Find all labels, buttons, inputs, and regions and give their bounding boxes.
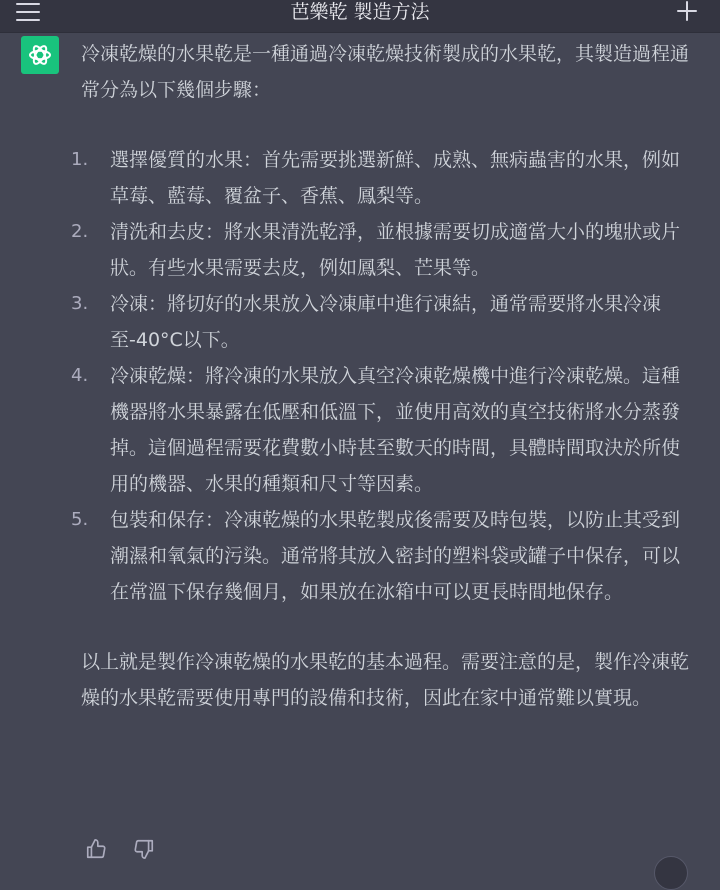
thumbs-down-icon[interactable] bbox=[133, 838, 157, 862]
step-number: 4. bbox=[71, 365, 89, 386]
step-text: 清洗和去皮：將水果清洗乾淨，並根據需要切成適當大小的塊狀或片狀。有些水果需要去皮，例如鳳梨、芒果等。 bbox=[110, 221, 681, 279]
step-text: 選擇優質的水果：首先需要挑選新鮮、成熟、無病蟲害的水果，例如草莓、藍莓、覆盆子、香蕉、鳳梨等。 bbox=[110, 149, 681, 207]
arrow-down-icon[interactable] bbox=[654, 856, 688, 890]
top-bar bbox=[0, 0, 720, 33]
thumbs-up-icon[interactable] bbox=[85, 838, 109, 862]
list-item bbox=[71, 502, 696, 610]
step-text: 冷凍：將切好的水果放入冷凍庫中進行凍結，通常需要將水果冷凍至-40°C以下。 bbox=[110, 293, 662, 351]
step-number: 1. bbox=[71, 149, 89, 170]
openai-logo-icon bbox=[21, 36, 59, 74]
plus-icon[interactable] bbox=[674, 0, 700, 24]
chat-title: 芭樂乾 製造方法 bbox=[290, 1, 430, 23]
message-intro: 冷凍乾燥的水果乾是一種通過冷凍乾燥技術製成的水果乾，其製造過程通常分為以下幾個步驟： bbox=[81, 43, 690, 101]
step-text: 冷凍乾燥：將冷凍的水果放入真空冷凍乾燥機中進行冷凍乾燥。這種機器將水果暴露在低壓和低溫下，並使用高效的真空技術將水分蒸發掉。這個過程需要花費數小時甚至數天的時間，具體時間取決於所使用的機器、水果的種類和尺寸等因素。 bbox=[110, 365, 681, 495]
message-conclusion: 以上就是製作冷凍乾燥的水果乾的基本過程。需要注意的是，製作冷凍乾燥的水果乾需要使用專門的設備和技術，因此在家中通常難以實現。 bbox=[81, 651, 690, 709]
list-item bbox=[71, 286, 696, 358]
step-text: 包裝和保存：冷凍乾燥的水果乾製成後需要及時包裝，以防止其受到潮濕和氧氣的污染。通常將其放入密封的塑料袋或罐子中保存，可以在常溫下保存幾個月，如果放在冰箱中可以更長時間地保存。 bbox=[110, 509, 681, 603]
steps-list bbox=[71, 142, 696, 610]
list-item bbox=[71, 142, 696, 214]
step-number: 2. bbox=[71, 221, 89, 242]
step-number: 3. bbox=[71, 293, 89, 314]
list-item bbox=[71, 358, 696, 502]
list-item bbox=[71, 214, 696, 286]
step-number: 5. bbox=[71, 509, 89, 530]
assistant-message bbox=[71, 36, 696, 716]
